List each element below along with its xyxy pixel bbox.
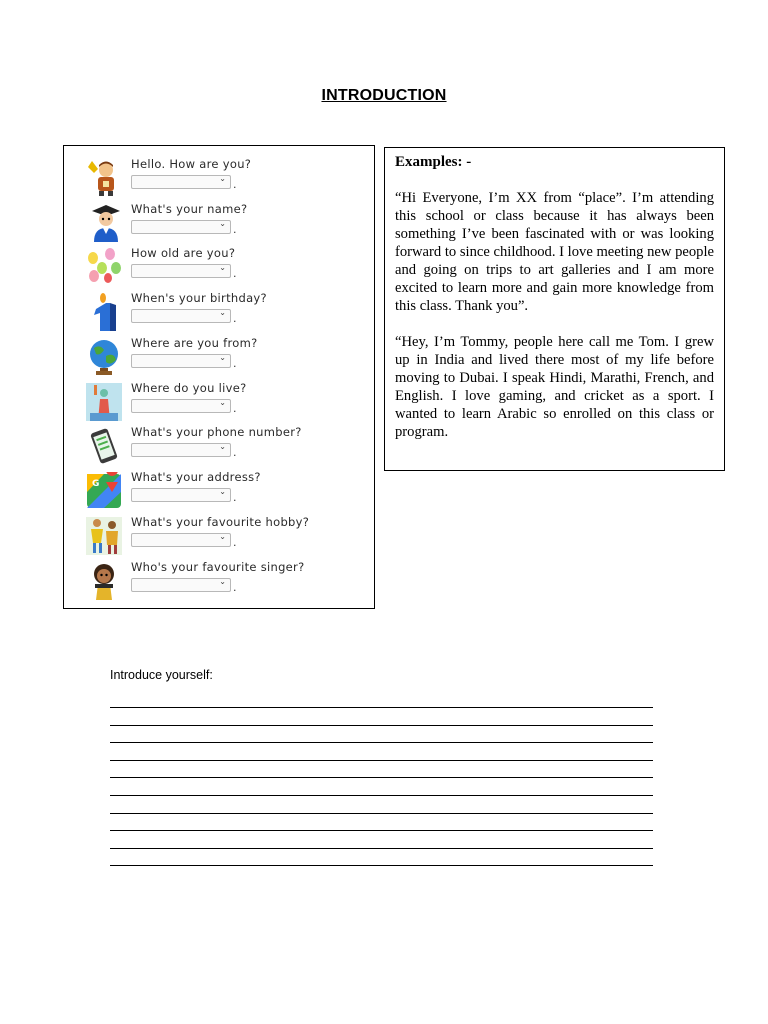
answer-select[interactable]: [131, 488, 231, 502]
question-row: Hello. How are you? ⌄ .: [84, 157, 364, 201]
chevron-down-icon: ⌄: [219, 174, 226, 183]
question-row: Who's your favourite singer? ⌄ .: [84, 560, 364, 604]
answer-select[interactable]: [131, 264, 231, 278]
question-row: Where do you live? ⌄ .: [84, 381, 364, 425]
example-paragraph: “Hi Everyone, I’m XX from “place”. I’m attending this school or class because it has always been something I’ve been fascinated with or was looking forward to since childhood. I love meeting new people and going on trips to art galleries and I am more excited to learn more and gain more knowledge from this class. Thank you”.: [395, 190, 714, 314]
introduce-yourself-label: Introduce yourself:: [110, 668, 213, 682]
writing-line[interactable]: [110, 795, 653, 796]
question-row: How old are you? ⌄ .: [84, 246, 364, 290]
singer-icon: [86, 562, 122, 600]
chevron-down-icon: ⌄: [219, 308, 226, 317]
globe-icon: [86, 338, 122, 376]
answer-select[interactable]: [131, 220, 231, 234]
writing-line[interactable]: [110, 848, 653, 849]
question-label: When's your birthday?: [131, 291, 267, 305]
chevron-down-icon: ⌄: [219, 263, 226, 272]
question-row: What's your favourite hobby? ⌄ .: [84, 515, 364, 559]
answer-select[interactable]: [131, 399, 231, 413]
answer-select[interactable]: [131, 578, 231, 592]
chevron-down-icon: ⌄: [219, 442, 226, 451]
map-icon: [86, 472, 122, 510]
chevron-down-icon: ⌄: [219, 219, 226, 228]
writing-line[interactable]: [110, 742, 653, 743]
writing-line[interactable]: [110, 830, 653, 831]
answer-select[interactable]: [131, 443, 231, 457]
balloons-icon: [86, 248, 122, 286]
dancers-icon: [86, 517, 122, 555]
waving-boy-icon: [86, 159, 122, 197]
chevron-down-icon: ⌄: [219, 532, 226, 541]
question-label: Hello. How are you?: [131, 157, 252, 171]
example-paragraph: “Hey, I’m Tommy, people here call me Tom. I grew up in India and lived there most of my life before moving to Dubai. I speak Hindi, Marathi, French, and English. I love gaming, and cricket as a sport. I wanted to learn Arabic so enrolled on this class or program.: [395, 334, 714, 440]
writing-line[interactable]: [110, 777, 653, 778]
question-row: G What's your address? ⌄ .: [84, 470, 364, 514]
question-row: When's your birthday? ⌄ .: [84, 291, 364, 335]
question-label: How old are you?: [131, 246, 236, 260]
question-row: What's your name? ⌄ .: [84, 202, 364, 246]
birthday-candle-icon: [86, 293, 122, 331]
answer-select[interactable]: [131, 354, 231, 368]
question-label: What's your favourite hobby?: [131, 515, 310, 529]
chevron-down-icon: ⌄: [219, 487, 226, 496]
questions-box: [63, 145, 375, 609]
question-label: Who's your favourite singer?: [131, 560, 305, 574]
answer-select[interactable]: [131, 175, 231, 189]
question-label: What's your name?: [131, 202, 248, 216]
answer-select[interactable]: [131, 533, 231, 547]
question-label: What's your address?: [131, 470, 261, 484]
examples-box: [384, 147, 725, 471]
question-label: Where are you from?: [131, 336, 258, 350]
statue-of-liberty-icon: [86, 383, 122, 421]
writing-line[interactable]: [110, 725, 653, 726]
svg-text:G: G: [92, 479, 100, 489]
question-label: What's your phone number?: [131, 425, 302, 439]
writing-line[interactable]: [110, 760, 653, 761]
chevron-down-icon: ⌄: [219, 577, 226, 586]
question-label: Where do you live?: [131, 381, 247, 395]
writing-line[interactable]: [110, 865, 653, 866]
examples-title: Examples: -: [395, 154, 472, 170]
answer-select[interactable]: [131, 309, 231, 323]
question-row: Where are you from? ⌄ .: [84, 336, 364, 380]
smartphone-icon: [86, 427, 122, 465]
page-title: INTRODUCTION: [321, 87, 447, 104]
chevron-down-icon: ⌄: [219, 353, 226, 362]
writing-line[interactable]: [110, 707, 653, 708]
question-row: What's your phone number? ⌄ .: [84, 425, 364, 469]
writing-line[interactable]: [110, 813, 653, 814]
student-icon: [86, 204, 122, 242]
chevron-down-icon: ⌄: [219, 398, 226, 407]
